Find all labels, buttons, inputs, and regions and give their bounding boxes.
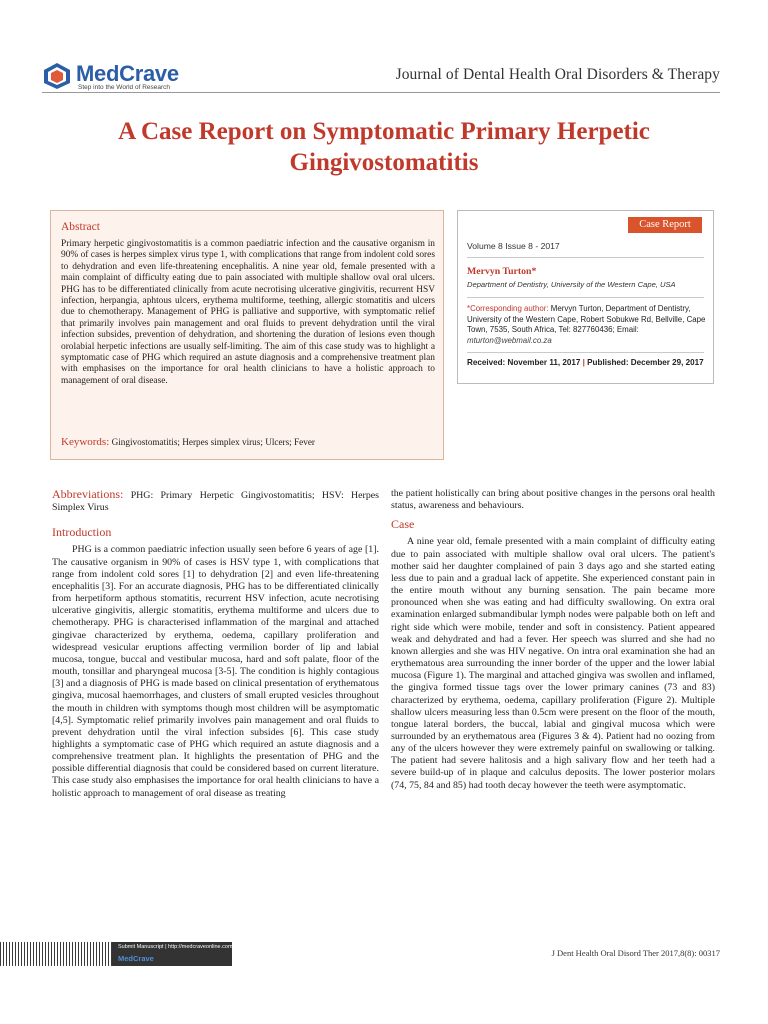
article-title: A Case Report on Symptomatic Primary Herpetic Gingivostomatitis (118, 118, 650, 176)
corresponding-author (467, 304, 709, 346)
case-heading: Case (391, 517, 415, 532)
author-affiliation: Department of Dentistry, University of the Western Cape, USA (467, 280, 676, 289)
volume-issue: Volume 8 Issue 8 - 2017 (467, 241, 560, 251)
introduction-continuation: the patient holistically can bring about positive changes in the persons oral health status, awareness and behaviours. (391, 488, 715, 512)
footer-citation: J Dent Health Oral Disord Ther 2017,8(8): 00317 (551, 948, 720, 958)
medcrave-emblem-icon (42, 62, 72, 90)
info-divider (467, 297, 704, 298)
keywords-list: Gingivostomatitis; Herpes simplex virus; Ulcers; Fever (111, 437, 315, 447)
right-column (391, 488, 715, 792)
author-name[interactable]: Mervyn Turton* (467, 266, 537, 277)
abstract-text: Primary herpetic gingivostomatitis is a common paediatric infection and the causative organism in 90% of cases is herpes simplex virus type 1, with complications that range from indolent cold sores to dehydration and even life-threatening encephalitis. A nine year old, female presented with a main complaint of difficulty eating due to pain associated with multiple shallow oval oral ulcers. PHG has to be differentiated clinically from acute necrotising ulcerative gingivitis, recurrent HSV infection, herpangia, aphtous ulcers, erythema multiforme, teething, allergic stomatitis and ulcers due to chemotherapy. Management of PHG is palliative and supportive, with symptomatic relief that primarily involves pain management and oral fluids to prevent dehydration until the viral infection subsides, prevention of dehydration, and shortening the duration of lesions even though orolabial herpetic infections are usually self-limiting. The aim of this case study was to highlight a symptomatic case of PHG which required an astute diagnosis and a comprehensive treatment plan with emphasises on the importance for oral health clinicians to have a holistic approach to management of oral disease. (61, 239, 435, 386)
article-info-box (457, 210, 714, 384)
footer-brand: MedCrave (118, 954, 154, 963)
header-divider (42, 92, 720, 93)
date-separator: | (582, 358, 585, 367)
info-divider (467, 352, 704, 353)
footer-decoration (0, 942, 112, 966)
corresponding-author-label: *Corresponding author: (467, 304, 549, 313)
corresponding-author-text: Mervyn Turton, Department of Dentistry, University of the Western Cape, Robert Sobukwe Rd, Bellville, Cape Town, 7535, South Africa, Tel: 827760436; (467, 304, 706, 335)
published-date: Published: December 29, 2017 (587, 358, 704, 367)
brand-tagline: Step into the World of Research (78, 84, 171, 91)
keywords (61, 436, 441, 448)
abstract-heading: Abstract (61, 221, 100, 233)
abbreviations-label: Abbreviations: (52, 487, 124, 501)
email-label: Email: (616, 325, 639, 335)
email-link[interactable]: mturton@webmail.co.za (467, 335, 552, 345)
article-type-badge: Case Report (628, 217, 702, 233)
left-column (52, 488, 379, 800)
case-text: A nine year old, female presented with a main complaint of difficulty eating due to pain associated with multiple shallow oval oral ulcers. The patient's mother said her daughter complained of pain 3 days ago and she started eating less due to pain and a gradual lack of appetite. She experienced constant pain in the entire mouth without any burning sensation. The pain became more pronounced when she was eating and had difficulty swallowing. On extra oral examination enlarged submandibular lymph nodes were palpable both on left and right side which were mobile, tender and soft in consistency. Patient appeared weak and dehydrated and had a fever. Her speech was slurred and she had no known allergies and she was HIV negative. On intra oral examination she had an erythematous area surrounding the inner border of the upper and the lower labial mucosa (Figure 1). The marginal and attached gingiva was swollen and inflamed, the gingiva formed tissue tags over the lower primary canines (73 and 83) characterized by erythema, oedema, capillary proliferation (Figure 2). Multiple shallow ulcers measuring less than 0.5cm were present on the floor of the mouth, tongue lateral borders, the buccal, labial and gingival mucosa which were surrounded by an erythematous area (Figures 3 & 4). Patient had no oozing from any of the ulcers however they were extremely painful on swallowing or talking. The patient had severe halitosis and a high salivary flow and her teeth had a severe build-up of in plaque and calculus deposits. The lower posterior molars (74, 75, 84 and 85) had tooth decay however the teeth were asymptomatic. (391, 536, 715, 791)
footer-submit-box[interactable] (112, 942, 232, 966)
introduction-text: PHG is a common paediatric infection usually seen before 6 years of age [1]. The causative organism in 90% of cases is HSV type 1, with complications that range from indolent cold sores [1] to dehydration [2] and even life-threatening encephalitis [3]. For an accurate diagnosis, PHG has to be differentiated clinically from herpetiform apthous stomatitis, recurrent HSV infection, acute necrotising ulcerative gingivitis, allergic stomatitis, erythema multiforme and ulcers due to chemotherapy. PHG is characterised inflammation of the marginal and attached gingivae characterized by erythema, oedema, capillary proliferation and widespread vesicular eruptions affecting vermilion border of lip and labial mucosa, tongue, buccal and vestibular mucosa, hard and soft palate, floor of the mouth, tonsillar and pharyngeal mucosa [3-5]. The condition is highly contagious [3] and a diagnosis of PHG is made based on clinical presentation of erythematous gingiva, mucosal haemorrhages, and clusters of small erupted vesicles throughout the mouth in children with symptoms though most children will be asymptomatic [4,5]. Symptomatic relief primarily involves pain management and oral fluids to prevent dehydration until the viral infection subsides [6]. This case study highlights a symptomatic case of PHG which required an astute diagnosis and a comprehensive treatment plan. It highlights the presentation of PHG and the possible differential diagnosis that could be considered based on current literature. This case study also emphasises the importance for oral health clinicians to have a holistic approach to management of oral disease as treating (52, 544, 379, 799)
article-dates (467, 358, 707, 368)
medcrave-logo[interactable] (42, 60, 242, 92)
brand-name: MedCrave (76, 61, 179, 86)
submit-manuscript-link[interactable]: Submit Manuscript | http://medcraveonline.com (118, 944, 233, 950)
abbreviations (52, 488, 379, 514)
received-date: Received: November 11, 2017 (467, 358, 581, 367)
abstract-box (50, 210, 444, 460)
info-divider (467, 257, 704, 258)
abbreviations-text: PHG: Primary Herpetic Gingivostomatitis; HSV: Herpes Simplex Virus (52, 490, 379, 514)
keywords-label: Keywords: (61, 436, 110, 448)
introduction-heading: Introduction (52, 525, 112, 540)
journal-name: Journal of Dental Health Oral Disorders & Therapy (395, 66, 720, 83)
